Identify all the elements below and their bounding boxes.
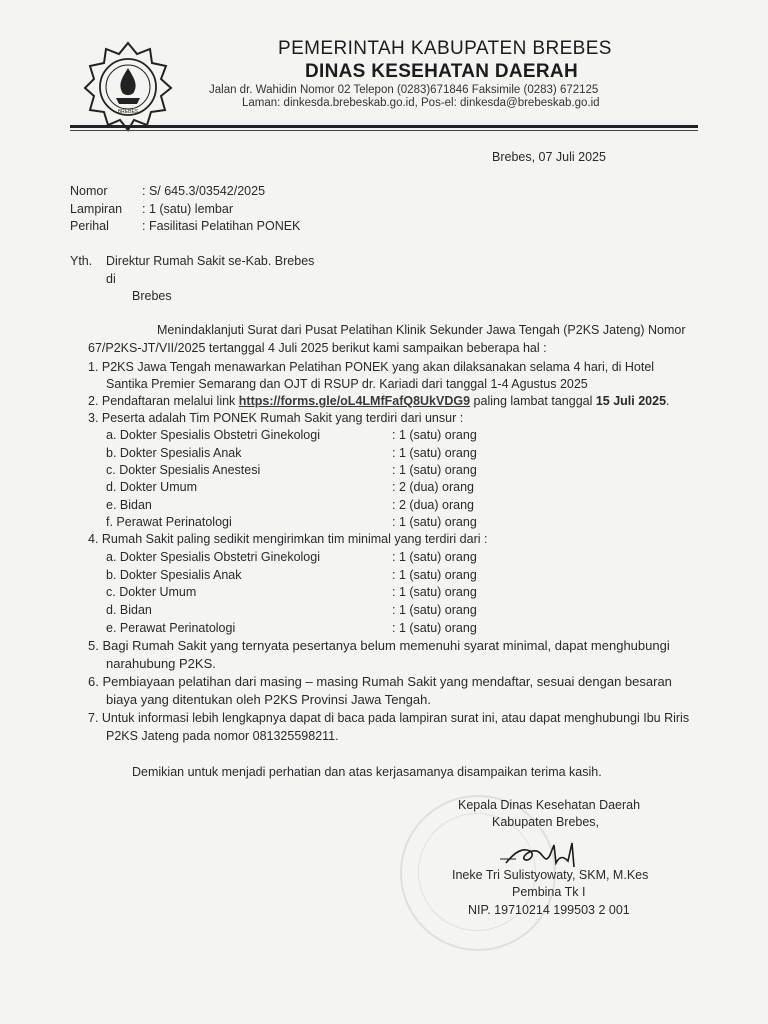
list3-value-f: : 1 (satu) orang	[392, 515, 477, 529]
letter-date: Brebes, 07 Juli 2025	[492, 150, 606, 164]
registration-link[interactable]: https://forms.gle/oL4LMfFafQ8UkVDG9	[238, 394, 471, 408]
point-2	[88, 394, 670, 408]
list4-label-e: e. Perawat Perinatologi	[106, 621, 236, 635]
point-2-end: .	[666, 394, 670, 408]
point-5-line-1: 5. Bagi Rumah Sakit yang ternyata pesertanya belum memenuhi syarat minimal, dapat menghubungi	[88, 638, 670, 653]
list3-value-a: : 1 (satu) orang	[392, 428, 477, 442]
agency-name: DINAS KESEHATAN DAERAH	[305, 61, 578, 82]
recipient-name: Direktur Rumah Sakit se-Kab. Brebes	[106, 254, 315, 268]
nomor-value: : S/ 645.3/03542/2025	[142, 184, 266, 198]
list4-label-c: c. Dokter Umum	[106, 585, 197, 599]
point-7-line-2: P2KS Jateng pada nomor 081325598211.	[106, 729, 339, 743]
list3-label-b: b. Dokter Spesialis Anak	[106, 446, 242, 460]
recipient-di: di	[106, 272, 116, 286]
yth-label: Yth.	[70, 254, 93, 268]
list4-label-b: b. Dokter Spesialis Anak	[106, 568, 242, 582]
recipient-place: Brebes	[132, 289, 172, 303]
list4-label-d: d. Bidan	[106, 603, 152, 617]
point-3: 3. Peserta adalah Tim PONEK Rumah Sakit yang terdiri dari unsur :	[88, 411, 464, 425]
letterhead-rule-thick	[70, 125, 698, 128]
point-2-deadline-text: paling lambat tanggal	[470, 394, 596, 408]
point-6-line-2: biaya yang ditentukan oleh P2KS Provinsi Jawa Tengah.	[106, 692, 431, 707]
list4-label-a: a. Dokter Spesialis Obstetri Ginekologi	[106, 550, 320, 564]
list3-label-c: c. Dokter Spesialis Anestesi	[106, 463, 261, 477]
government-name: PEMERINTAH KABUPATEN BREBES	[278, 38, 612, 59]
list4-value-c: : 1 (satu) orang	[392, 585, 477, 599]
signatory-title-1: Kepala Dinas Kesehatan Daerah	[458, 798, 641, 812]
point-7-line-1: 7. Untuk informasi lebih lengkapnya dapat di baca pada lampiran surat ini, atau dapat menghubungi Ibu Riris	[88, 711, 690, 725]
point-1-line-1: 1. P2KS Jawa Tengah menawarkan Pelatihan PONEK yang akan dilaksanakan selama 4 hari, di Hotel	[88, 360, 655, 374]
lampiran-value: : 1 (satu) lembar	[142, 202, 234, 216]
agency-contact: Laman: dinkesda.brebeskab.go.id, Pos-el: dinkesda@brebeskab.go.id	[242, 97, 600, 109]
signatory-nip: NIP. 19710214 199503 2 001	[468, 903, 630, 917]
handwritten-signature	[500, 833, 600, 873]
list4-value-b: : 1 (satu) orang	[392, 568, 477, 582]
list3-label-d: d. Dokter Umum	[106, 480, 197, 494]
brebes-regency-logo-icon	[82, 40, 174, 132]
logo-text: BREBES	[117, 109, 139, 115]
point-5-line-2: narahubung P2KS.	[106, 656, 216, 671]
letterhead-rule-thin	[70, 130, 698, 131]
list3-value-e: : 2 (dua) orang	[392, 498, 474, 512]
point-6-line-1: 6. Pembiayaan pelatihan dari masing – masing Rumah Sakit yang mendaftar, sesuai dengan besaran	[88, 674, 672, 689]
nomor-label: Nomor	[70, 184, 108, 198]
point-2-deadline-date: 15 Juli 2025	[595, 394, 667, 408]
list3-value-d: : 2 (dua) orang	[392, 480, 474, 494]
list3-label-e: e. Bidan	[106, 498, 152, 512]
agency-address: Jalan dr. Wahidin Nomor 02 Telepon (0283)671846 Faksimile (0283) 672125	[209, 84, 599, 96]
list4-value-e: : 1 (satu) orang	[392, 621, 477, 635]
lampiran-label: Lampiran	[70, 202, 123, 216]
list4-value-d: : 1 (satu) orang	[392, 603, 477, 617]
intro-line-1: Menindaklanjuti Surat dari Pusat Pelatihan Klinik Sekunder Jawa Tengah (P2KS Jateng) Nomor	[157, 323, 686, 337]
signatory-name: Ineke Tri Sulistyowaty, SKM, M.Kes	[452, 868, 649, 882]
list3-label-a: a. Dokter Spesialis Obstetri Ginekologi	[106, 428, 320, 442]
list3-value-c: : 1 (satu) orang	[392, 463, 477, 477]
list3-value-b: : 1 (satu) orang	[392, 446, 477, 460]
closing-sentence: Demikian untuk menjadi perhatian dan atas kerjasamanya disampaikan terima kasih.	[132, 765, 602, 779]
point-1-line-2: Santika Premier Semarang dan OJT di RSUP dr. Kariadi dari tanggal 1-4 Agustus 2025	[106, 377, 588, 391]
point-2-text: 2. Pendaftaran melalui link	[88, 394, 239, 408]
perihal-label: Perihal	[70, 219, 109, 233]
list3-label-f: f. Perawat Perinatologi	[106, 515, 232, 529]
list4-value-a: : 1 (satu) orang	[392, 550, 477, 564]
signatory-title-2: Kabupaten Brebes,	[492, 815, 600, 829]
point-4: 4. Rumah Sakit paling sedikit mengirimkan tim minimal yang terdiri dari :	[88, 532, 488, 546]
signatory-rank: Pembina Tk I	[512, 885, 586, 899]
intro-line-2: 67/P2KS-JT/VII/2025 tertanggal 4 Juli 2025 berikut kami sampaikan beberapa hal :	[88, 341, 547, 355]
perihal-value: : Fasilitasi Pelatihan PONEK	[142, 219, 301, 233]
